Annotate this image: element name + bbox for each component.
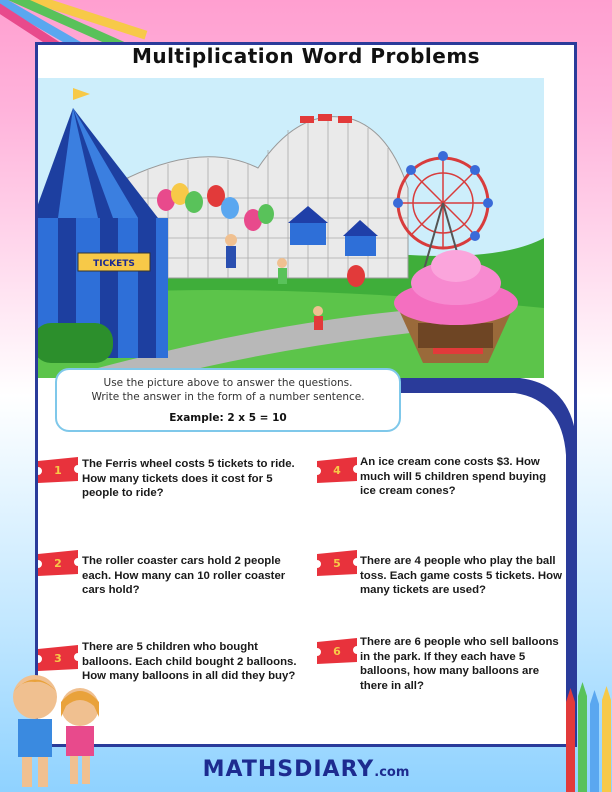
question-number: 3 [54, 652, 62, 665]
question-text: The roller coaster cars hold 2 people each. How many can 10 roller coaster cars hold? [82, 555, 286, 596]
ticket-icon [315, 548, 359, 578]
page-title: Multiplication Word Problems [131, 44, 481, 68]
question-text: The Ferris wheel costs 5 tickets to ride. How many tickets does it cost for 5 people to ride? [82, 458, 295, 499]
instructions-box [55, 368, 401, 432]
question-text: There are 4 people who play the ball toss. Each game costs 5 tickets. How many tickets are used? [360, 555, 562, 596]
ticket-icon [315, 455, 359, 485]
question-text: There are 6 people who sell balloons in the park. If they each have 5 balloons, how many balloons are there in all? [360, 636, 559, 692]
brand-domain: .com [374, 765, 410, 780]
question-text: There are 5 children who bought balloons. Each child bought 2 balloons. How many balloons in all did they buy? [82, 641, 297, 682]
ticket-icon [36, 548, 80, 578]
question-number: 1 [54, 464, 62, 477]
ticket-icon [315, 636, 359, 666]
instruction-line-1: Use the picture above to answer the questions. [103, 377, 353, 389]
question-number: 4 [333, 464, 341, 477]
brand-footer [0, 757, 612, 782]
ticket-icon [36, 455, 80, 485]
question-number: 2 [54, 557, 62, 570]
question-number: 5 [333, 557, 341, 570]
example-sentence: Example: 2 x 5 = 10 [169, 412, 287, 424]
instruction-line-2: Write the answer in the form of a number sentence. [91, 391, 365, 403]
question-text: An ice cream cone costs $3. How much will 5 children spend buying ice cream cones? [360, 456, 547, 497]
brand-logo: MATHSDIARY [202, 757, 375, 782]
tickets-sign: TICKETS [93, 259, 135, 269]
question-number: 6 [333, 645, 341, 658]
